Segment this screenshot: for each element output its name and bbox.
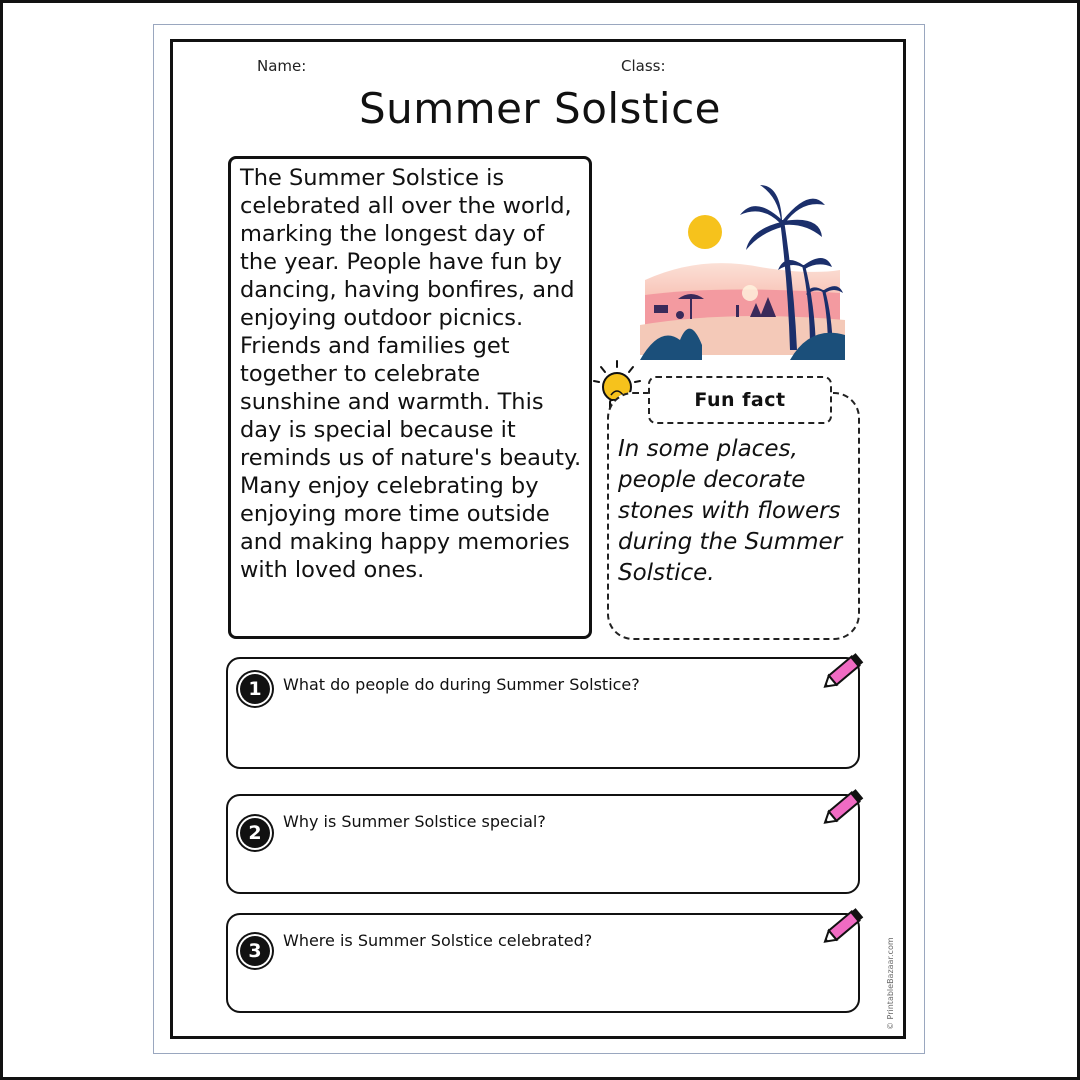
class-label: Class: bbox=[621, 57, 666, 75]
question-number-2: 2 bbox=[240, 818, 270, 848]
page-title: Summer Solstice bbox=[358, 84, 722, 133]
question-text-3: Where is Summer Solstice celebrated? bbox=[283, 931, 593, 950]
pencil-icon bbox=[818, 903, 870, 951]
passage-text: The Summer Solstice is celebrated all over the world, marking the longest day of the year. People have fun by dancing, having bonfires, and enjoying outdoor picnics. Friends and families get together to celebrate sunshine and warmth. This day is special because it reminds us of nature's beauty. Many enjoy celebrating by enjoying more time outside and making happy memories with loved ones. bbox=[240, 165, 582, 583]
answer-box-1[interactable] bbox=[226, 657, 860, 769]
fun-fact-text: In some places, people decorate stones with flowers during the Summer Solstice. bbox=[618, 436, 843, 586]
answer-box-2[interactable] bbox=[226, 794, 860, 894]
question-text-1: What do people do during Summer Solstice? bbox=[283, 675, 640, 694]
fun-fact-heading: Fun fact bbox=[648, 376, 832, 424]
credit-text: © PrintableBazaar.com bbox=[886, 937, 895, 1030]
name-label: Name: bbox=[257, 57, 307, 75]
passage-box bbox=[228, 156, 592, 639]
pencil-icon bbox=[818, 648, 870, 696]
pencil-icon bbox=[818, 784, 870, 832]
answer-box-3[interactable] bbox=[226, 913, 860, 1013]
question-number-3: 3 bbox=[240, 936, 270, 966]
question-text-2: Why is Summer Solstice special? bbox=[283, 812, 546, 831]
question-number-1: 1 bbox=[240, 674, 270, 704]
beach-illustration bbox=[640, 175, 845, 360]
